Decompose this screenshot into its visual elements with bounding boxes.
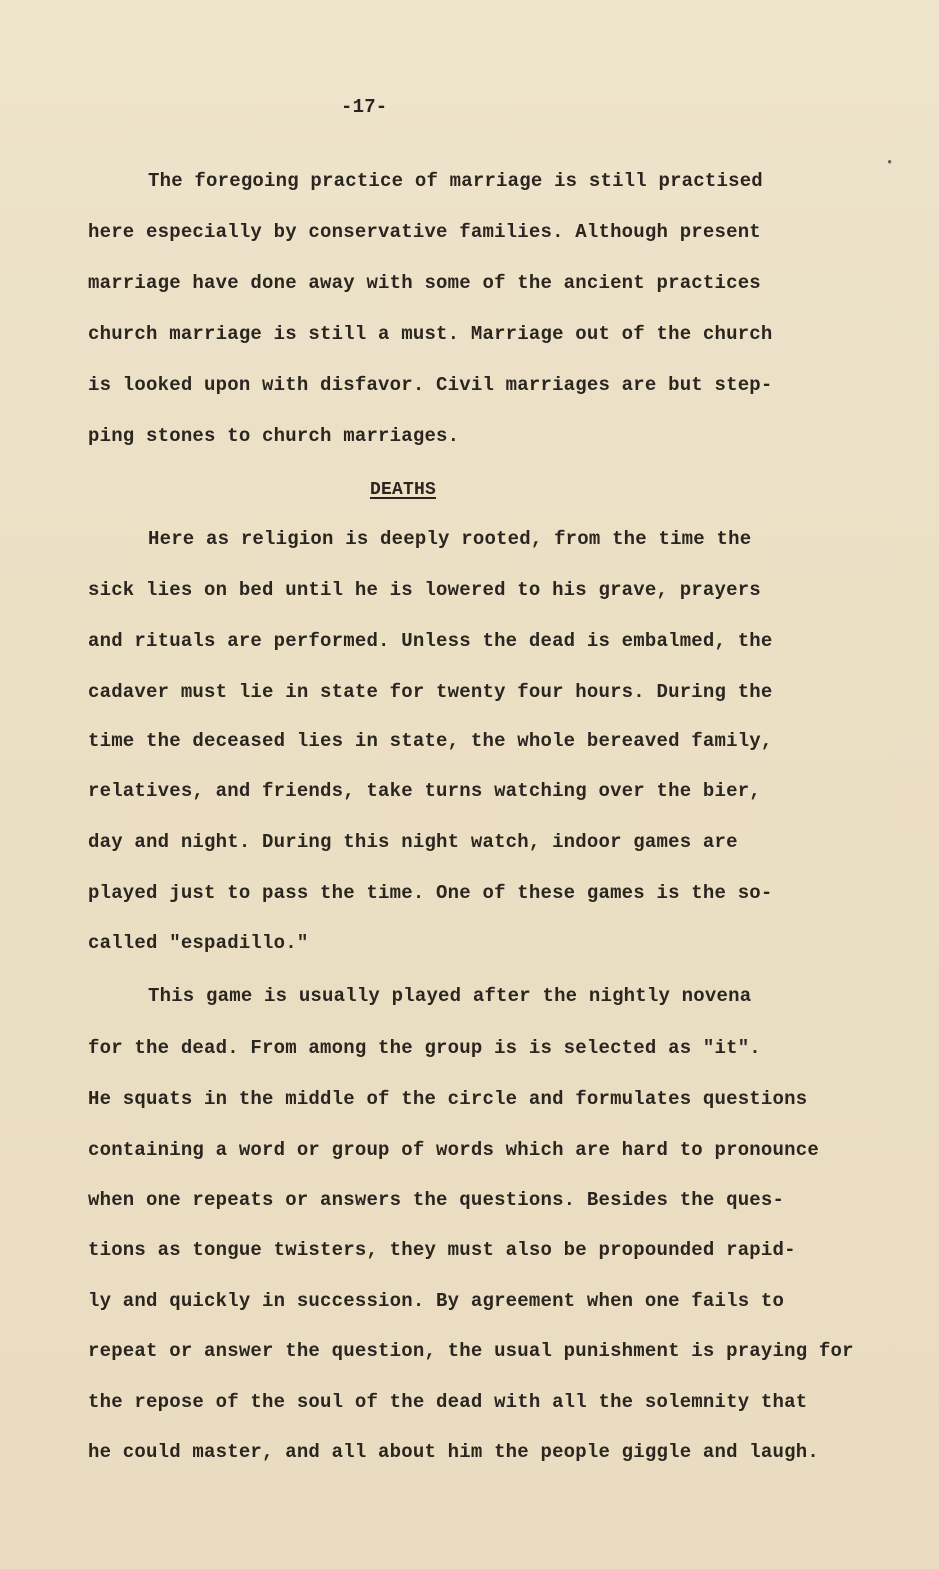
text-line: is looked upon with disfavor. Civil marriages are but step- [88, 374, 773, 396]
text-line: called "espadillo." [88, 932, 309, 954]
text-line: here especially by conservative families. Although present [88, 221, 761, 243]
text-line: time the deceased lies in state, the whole bereaved family, [88, 730, 773, 752]
text-line: played just to pass the time. One of these games is the so- [88, 882, 773, 904]
text-line: day and night. During this night watch, indoor games are [88, 831, 738, 853]
text-line: This game is usually played after the nightly novena [148, 985, 752, 1007]
text-line: relatives, and friends, take turns watching over the bier, [88, 780, 761, 802]
margin-mark: • [886, 156, 894, 170]
section-heading: DEATHS [370, 480, 437, 500]
text-line: ping stones to church marriages. [88, 425, 460, 447]
text-line: He squats in the middle of the circle and formulates questions [88, 1088, 808, 1110]
text-line: for the dead. From among the group is is selected as "it". [88, 1037, 761, 1059]
page-number: -17- [341, 96, 388, 118]
text-line: he could master, and all about him the people giggle and laugh. [88, 1441, 819, 1463]
text-line: sick lies on bed until he is lowered to his grave, prayers [88, 579, 761, 601]
text-line: marriage have done away with some of the ancient practices [88, 272, 761, 294]
text-line: when one repeats or answers the questions. Besides the ques- [88, 1189, 785, 1211]
text-line: church marriage is still a must. Marriage out of the church [88, 323, 773, 345]
text-line: tions as tongue twisters, they must also be propounded rapid- [88, 1239, 796, 1261]
text-line: Here as religion is deeply rooted, from the time the [148, 528, 752, 550]
text-line: containing a word or group of words which are hard to pronounce [88, 1139, 819, 1161]
text-line: repeat or answer the question, the usual punishment is praying for [88, 1340, 854, 1362]
text-line: The foregoing practice of marriage is still practised [148, 170, 763, 192]
text-line: cadaver must lie in state for twenty four hours. During the [88, 681, 773, 703]
text-line: ly and quickly in succession. By agreement when one fails to [88, 1290, 785, 1312]
text-line: the repose of the soul of the dead with all the solemnity that [88, 1391, 808, 1413]
text-line: and rituals are performed. Unless the dead is embalmed, the [88, 630, 773, 652]
